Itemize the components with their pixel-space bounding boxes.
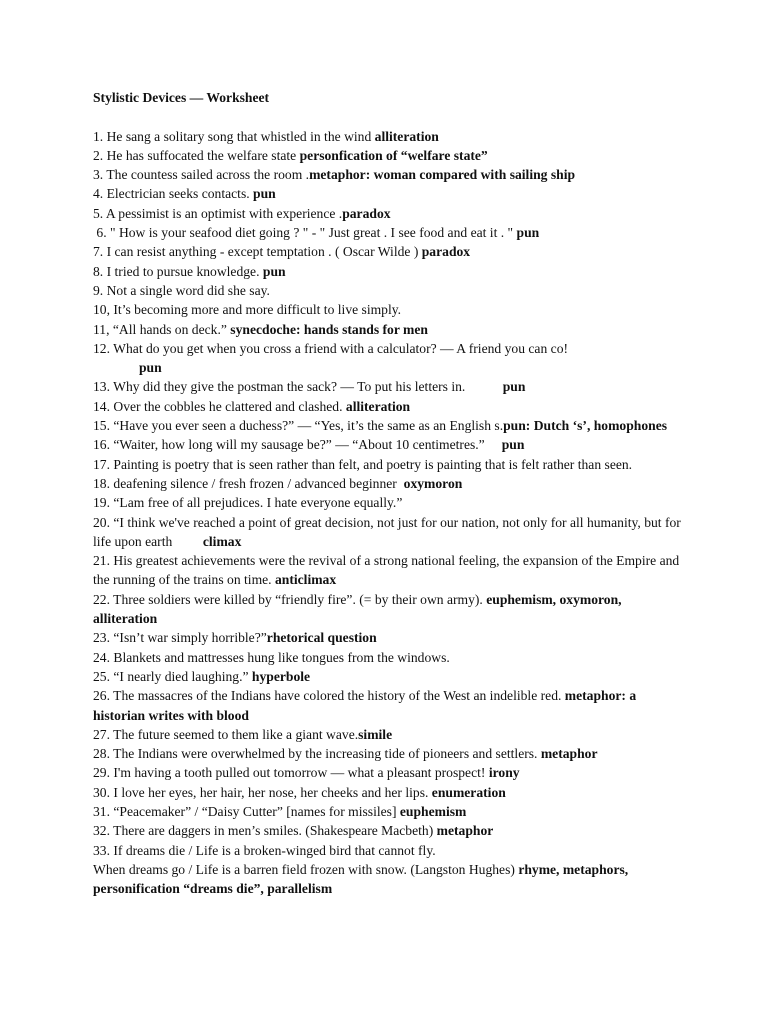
item-answer: simile (358, 726, 393, 742)
list-item (93, 339, 683, 358)
item-text: It’s becoming more and more difficult to live simply. (113, 302, 402, 318)
list-item (93, 628, 683, 647)
item-text: He has suffocated the welfare state (106, 147, 300, 163)
item-text: What do you get when you cross a friend with a calculator? — A friend you can co! (113, 340, 569, 356)
item-number: 33. (93, 842, 114, 858)
item-text: “Lam free of all prejudices. I hate everyone equally.” (113, 495, 403, 511)
item-number: 30. (93, 784, 114, 800)
item-answer: euphemism (399, 803, 467, 819)
worksheet-page (93, 88, 683, 898)
item-number: 9. (93, 282, 107, 298)
item-answer: synecdoche: hands stands for men (230, 321, 428, 337)
item-text: The Indians were overwhelmed by the increasing tide of pioneers and settlers. (113, 746, 541, 762)
item-text: The massacres of the Indians have colored the history of the West an indelible red. (113, 688, 565, 704)
list-item (93, 416, 683, 435)
list-item (93, 744, 683, 763)
item-text: I love her eyes, her hair, her nose, her cheeks and her lips. (113, 784, 432, 800)
list-item (93, 320, 683, 339)
item-text: Blankets and mattresses hung like tongues from the windows. (113, 649, 450, 665)
list-item (93, 860, 683, 899)
item-answer: irony (488, 765, 520, 781)
item-answer: anticlimax (274, 572, 337, 588)
item-text: Painting is poetry that is seen rather than felt, and poetry is painting that is felt rather than seen. (113, 456, 633, 472)
item-number: 1. (93, 128, 107, 144)
item-number: 18. (93, 475, 114, 491)
item-answer: pun (139, 360, 162, 376)
item-text: “Isn’t war simply horrible?” (113, 630, 267, 646)
item-answer: personfication of “welfare state” (299, 147, 488, 163)
list-item (93, 242, 683, 261)
page-title: Stylistic Devices — Worksheet (93, 90, 270, 105)
item-text: There are daggers in men’s smiles. (Shakespeare Macbeth) (113, 823, 437, 839)
list-item (93, 300, 683, 319)
item-text: " How is your seafood diet going ? " - " Just great . I see food and eat it . " (110, 225, 517, 241)
item-number: 15. (93, 418, 114, 434)
item-number: 17. (93, 456, 114, 472)
list-item (93, 377, 683, 396)
item-number: 25. (93, 668, 114, 684)
item-answer: pun (262, 263, 286, 279)
item-number: 14. (93, 398, 114, 414)
list-item (93, 821, 683, 840)
list-item (93, 551, 683, 590)
list-item (93, 763, 683, 782)
item-number: 10, (93, 302, 114, 318)
item-number: 5. (93, 205, 106, 221)
item-answer: pun (253, 186, 276, 202)
item-number: 24. (93, 649, 114, 665)
item-answer: alliteration (374, 128, 439, 144)
item-answer: paradox (421, 244, 471, 260)
item-text: His greatest achievements were the revival of a strong national feeling, the expansion of the Empire and the running of the trains on time. (93, 553, 683, 588)
item-number: 22. (93, 591, 114, 607)
list-item (93, 841, 683, 860)
item-text: “All hands on deck.” (112, 321, 231, 337)
item-answer: climax (202, 533, 242, 549)
list-item (93, 204, 683, 223)
list-item (93, 590, 683, 629)
item-answer: paradox (342, 205, 391, 221)
item-number: 21. (93, 553, 114, 569)
item-answer: hyperbole (251, 668, 311, 684)
list-item (93, 648, 683, 667)
item-text: “Peacemaker” / “Daisy Cutter” [names for missiles] (113, 803, 400, 819)
item-number: 2. (93, 147, 107, 163)
item-text: I'm having a tooth pulled out tomorrow — what a pleasant prospect! (113, 765, 489, 781)
item-number: 4. (93, 186, 107, 202)
list-item (93, 397, 683, 416)
list-item (93, 686, 683, 725)
item-number: 11, (93, 321, 113, 337)
item-answer: oxymoron (403, 475, 463, 491)
list-item (93, 783, 683, 802)
list-item (93, 358, 683, 377)
item-number: 19. (93, 495, 114, 511)
item-answer: euphemism, oxymoron, alliteration (93, 591, 622, 627)
list-item (93, 435, 683, 454)
item-number: 7. (93, 244, 107, 260)
item-answer: pun (502, 379, 526, 395)
item-answer: pun (516, 225, 540, 241)
item-number: 16. (93, 437, 114, 453)
list-item (93, 493, 683, 512)
list-item (93, 725, 683, 744)
list-item (93, 802, 683, 821)
item-text: Three soldiers were killed by “friendly fire”. (= by their own army). (113, 591, 487, 607)
item-number: 28. (93, 746, 114, 762)
list-item (93, 165, 683, 184)
item-number: 27. (93, 726, 114, 742)
item-answer: rhetorical question (266, 630, 377, 646)
item-number: 6. (93, 225, 110, 241)
item-number: 8. (93, 263, 107, 279)
item-text: Over the cobbles he clattered and clashed. (113, 398, 346, 414)
item-answer: enumeration (431, 784, 506, 800)
list-item (93, 474, 683, 493)
item-number: 3. (93, 167, 107, 183)
item-text: “Have you ever seen a duchess?” — “Yes, it’s the same as an English s. (113, 418, 504, 434)
item-number: 29. (93, 765, 114, 781)
item-number: 32. (93, 823, 114, 839)
device-list (93, 127, 683, 899)
list-item (93, 281, 683, 300)
item-number: 13. (93, 379, 114, 395)
item-answer: metaphor (540, 746, 598, 762)
item-text: The future seemed to them like a giant wave. (113, 726, 359, 742)
item-text: Not a single word did she say. (106, 282, 270, 298)
list-item (93, 262, 683, 281)
item-text: If dreams die / Life is a broken-winged bird that cannot fly. (113, 842, 436, 858)
item-text: The countess sailed across the room . (106, 167, 310, 183)
item-number: 31. (93, 803, 114, 819)
item-answer: pun: Dutch ‘s’, homophones (503, 418, 668, 434)
list-item (93, 127, 683, 146)
item-text: Electrician seeks contacts. (106, 186, 254, 202)
item-number: 20. (93, 514, 114, 530)
item-answer: metaphor (436, 823, 494, 839)
item-answer: alliteration (345, 398, 411, 414)
item-text: I tried to pursue knowledge. (106, 263, 263, 279)
item-text: Why did they give the postman the sack? — To put his letters in. (113, 379, 503, 395)
list-item (93, 455, 683, 474)
item-text: He sang a solitary song that whistled in the wind (106, 128, 375, 144)
item-answer: metaphor: woman compared with sailing ship (309, 167, 576, 183)
item-answer: pun (501, 437, 525, 453)
list-item (93, 146, 683, 165)
item-number: 26. (93, 688, 114, 704)
item-text: “I think we've reached a point of great decision, not just for our nation, not only for all humanity, but for life upon earth (93, 514, 685, 549)
item-number: 12. (93, 340, 114, 356)
item-text: When dreams go / Life is a barren field frozen with snow. (Langston Hughes) (93, 861, 519, 877)
list-item (93, 667, 683, 686)
item-answer: rhyme, metaphors, personification “dreams die”, parallelism (93, 861, 629, 897)
item-answer: metaphor: a historian writes with blood (93, 688, 637, 723)
item-text: “I nearly died laughing.” (113, 668, 252, 684)
list-item (93, 223, 683, 242)
item-text: I can resist anything - except temptation . ( Oscar Wilde ) (106, 244, 422, 260)
list-item (93, 513, 683, 552)
list-item (93, 184, 683, 203)
item-text: deafening silence / fresh frozen / advanced beginner (113, 475, 404, 491)
item-text: A pessimist is an optimist with experience . (105, 205, 343, 221)
item-text: “Waiter, how long will my sausage be?” — “About 10 centimetres.” (113, 437, 502, 453)
item-number: 23. (93, 630, 114, 646)
